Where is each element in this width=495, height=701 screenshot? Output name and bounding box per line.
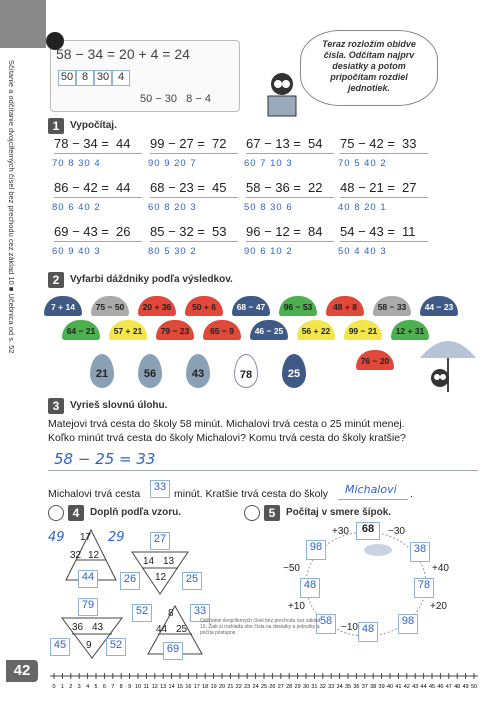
exercise-question: 78 − 34 = (54, 136, 109, 151)
exercise-question: 58 − 36 = (246, 180, 301, 195)
cycle-center: 68 (356, 522, 380, 540)
exercise-question: 86 − 42 = (54, 180, 109, 195)
ruler-label: 39 (378, 684, 385, 690)
section-1-number: 1 (48, 118, 64, 134)
exercise-decomposition: 60 8 20 3 (148, 202, 197, 213)
raindrop: 21 (90, 354, 114, 388)
umbrella-bottom: 65 − 9 (203, 320, 241, 340)
ruler-label: 32 (319, 684, 326, 690)
exercise-question: 96 − 12 = (246, 224, 301, 239)
section-2-number: 2 (48, 272, 64, 288)
diagram-4-top-mid: 8 (168, 608, 174, 619)
exercise-question: 85 − 32 = (150, 224, 205, 239)
ruler-label: 49 (462, 684, 469, 690)
exercise-answer: 84 (308, 224, 323, 239)
diagram-2-top: 27 (150, 532, 170, 550)
ruler-label: 23 (244, 684, 251, 690)
exercise-decomposition: 50 4 40 3 (338, 246, 387, 257)
ruler-label: 4 (86, 684, 90, 690)
exercise-question: 68 − 23 = (150, 180, 205, 195)
teacher-footnote: Odčítanie dvojciferných čísel bez prechodu cez základ 10. Žiak si rozkladá obe čísla na desiatky a jednotky a počíta postupne. (200, 618, 321, 636)
exercise-underline (150, 153, 238, 154)
diagram-1-mid-left: 32 (70, 550, 82, 561)
ruler-label: 6 (102, 684, 106, 690)
ruler-label: 21 (227, 684, 234, 690)
umbrella-bottom: 79 − 23 (156, 320, 194, 340)
exercise-question: 99 − 27 = (150, 136, 205, 151)
ruler-label: 18 (202, 684, 209, 690)
diagram-1-top-left: 49 (48, 530, 65, 545)
exercise-question: 67 − 13 = (246, 136, 301, 151)
ruler-label: 3 (77, 684, 81, 690)
exercise-decomposition: 40 8 20 1 (338, 202, 387, 213)
raindrop: 78 (234, 354, 258, 388)
ruler-label: 12 (151, 684, 158, 690)
ruler-label: 2 (69, 684, 73, 690)
exercise-underline (150, 197, 238, 198)
ruler-label: 14 (168, 684, 175, 690)
umbrella-top: 20 + 36 (138, 296, 176, 316)
section-4-number: 4 (68, 505, 84, 521)
ruler-label: 46 (437, 684, 444, 690)
raindrop: 43 (186, 354, 210, 388)
character-umbrella-icon (418, 330, 478, 400)
op-4: +10 (288, 601, 305, 612)
diagram-2-mid-left: 14 (143, 556, 155, 567)
ruler-label: 31 (311, 684, 318, 690)
umbrella-bottom: 64 − 21 (62, 320, 100, 340)
diagram-4-mid-left: 44 (156, 624, 168, 635)
section-2-title: Vyfarbi dáždniky podľa výsledkov. (70, 274, 233, 285)
ruler-label: 24 (252, 684, 259, 690)
diagram-2-right: 25 (182, 572, 202, 590)
ruler-label: 28 (286, 684, 293, 690)
exercise-question: 54 − 43 = (340, 224, 395, 239)
section-5-number: 5 (264, 505, 280, 521)
answer-line (48, 470, 478, 471)
ruler-label: 11 (143, 684, 150, 690)
ruler-label: 40 (386, 684, 394, 690)
diagram-4-mid-right: 25 (176, 624, 188, 635)
umbrella-top: 48 + 8 (326, 296, 364, 316)
section-5-title: Počítaj v smere šípok. (286, 507, 392, 518)
ruler-label: 34 (336, 684, 343, 690)
op-0: +30 (332, 526, 349, 537)
umbrella-bottom: 12 + 31 (391, 320, 429, 340)
diagram-3-left: 45 (50, 638, 70, 656)
exercise-decomposition: 60 9 40 3 (52, 246, 101, 257)
cycle-box-1: 38 (410, 542, 430, 562)
ruler-label: 16 (185, 684, 192, 690)
ruler-label: 7 (111, 684, 115, 690)
exercise-answer: 26 (116, 224, 131, 239)
exercise-answer: 33 (402, 136, 417, 151)
ruler-label: 33 (328, 684, 335, 690)
ruler-label: 10 (134, 684, 142, 690)
diagram-2-mid-bottom: 12 (155, 572, 167, 583)
ruler-label: 17 (193, 684, 200, 690)
exercise-underline (340, 153, 428, 154)
ruler-label: 47 (445, 684, 452, 690)
problem-line-2: Koľko minút trvá cesta do školy Michalovi? Komu trvá cesta do školy kratšie? (48, 432, 406, 444)
exercise-underline (246, 153, 334, 154)
exercise-underline (246, 197, 334, 198)
op-6: −10 (341, 622, 358, 633)
raindrop: 56 (138, 354, 162, 388)
ruler-label: 26 (269, 684, 276, 690)
example-box-1: 8 (76, 70, 94, 86)
exercise-answer: 53 (212, 224, 227, 239)
ruler-label: 5 (94, 684, 98, 690)
ruler-label: 1 (60, 684, 64, 690)
cycle-box-6: 98 (398, 614, 418, 634)
ruler-label: 25 (260, 684, 268, 690)
sidebar-caption: Sčítanie a odčítanie dvojciferných čísel bez prechodu cez základ 10 ■ Učebnica od s. 52 (7, 60, 16, 354)
diagram-2-mid-right: 13 (163, 556, 175, 567)
ruler-label: 19 (210, 684, 217, 690)
diagram-1-mid-right: 12 (88, 550, 100, 561)
exercise-answer: 11 (402, 224, 416, 239)
op-5: +20 (430, 601, 447, 612)
umbrella-top: 50 + 6 (185, 296, 223, 316)
umbrella-bottom: 99 − 21 (344, 320, 382, 340)
example-box-3: 4 (112, 70, 130, 86)
op-2: −50 (283, 563, 300, 574)
number-ruler (50, 672, 480, 692)
exercise-answer: 72 (212, 136, 227, 151)
diagram-2-left: 26 (120, 572, 140, 590)
ruler-label: 37 (361, 684, 368, 690)
ruler-label: 44 (420, 684, 427, 690)
cycle-box-2: 48 (300, 578, 320, 598)
exercise-question: 75 − 42 = (340, 136, 395, 151)
op-3: +40 (432, 563, 449, 574)
ruler-label: 29 (294, 684, 301, 690)
exercise-answer: 45 (212, 180, 227, 195)
ruler-label: 27 (277, 684, 284, 690)
example-box-0: 50 (58, 70, 76, 86)
diagram-3-top: 79 (78, 598, 98, 616)
umbrella-top: 75 − 50 (91, 296, 129, 316)
section-1-title: Vypočítaj. (70, 120, 117, 131)
umbrella-bottom: 56 + 22 (297, 320, 335, 340)
answer-text-pre: Michalovi trvá cesta (48, 488, 141, 500)
ruler-label: 13 (160, 684, 167, 690)
exercise-underline (54, 153, 142, 154)
ruler-label: 45 (428, 684, 436, 690)
exercise-decomposition: 90 9 20 7 (148, 158, 197, 169)
exercise-answer: 44 (116, 180, 131, 195)
diagram-3-mid-right: 43 (92, 622, 104, 633)
exercise-decomposition: 60 7 10 3 (244, 158, 293, 169)
exercise-underline (340, 197, 428, 198)
umbrella-top: 44 − 23 (420, 296, 458, 316)
exercise-answer: 54 (308, 136, 323, 151)
ruler-label: 9 (128, 684, 132, 690)
ruler-label: 41 (395, 684, 402, 690)
umbrella-bottom: 46 − 25 (250, 320, 288, 340)
op-1: −30 (388, 526, 405, 537)
exercise-decomposition: 50 8 30 6 (244, 202, 293, 213)
page-corner (0, 0, 46, 48)
ruler-label: 50 (470, 684, 478, 690)
ruler-label: 0 (52, 684, 56, 690)
umbrella-top: 7 + 14 (44, 296, 82, 316)
umbrella-top: 68 − 47 (232, 296, 270, 316)
exercise-underline (54, 241, 142, 242)
exercise-decomposition: 70 8 30 4 (52, 158, 101, 169)
umbrella-bottom: 76 − 20 (356, 350, 394, 370)
exercise-underline (150, 241, 238, 242)
speech-bubble: Teraz rozložím obidve čísla. Odčítam najprv desiatky a potom pripočítam rozdiel jednotiek. (300, 30, 438, 106)
diagram-3-mid-left: 36 (72, 622, 84, 633)
ruler-label: 42 (403, 684, 410, 690)
ruler-label: 36 (353, 684, 360, 690)
ruler-label: 48 (454, 684, 461, 690)
exercise-decomposition: 90 6 10 2 (244, 246, 293, 257)
pair-icon (48, 505, 64, 521)
pair-icon-5 (244, 505, 260, 521)
cycle-box-0: 98 (306, 540, 326, 560)
page-number: 42 (6, 660, 38, 682)
answer-minutes: 33 (150, 480, 170, 498)
diagram-1-top-mid: 17 (80, 532, 92, 543)
exercise-decomposition: 70 5 40 2 (338, 158, 387, 169)
diagram-4-top-right: 33 (190, 604, 210, 622)
section-4-title: Doplň podľa vzoru. (90, 507, 182, 518)
umbrella-bottom: 57 + 21 (109, 320, 147, 340)
example-box-2: 30 (94, 70, 112, 86)
exercise-answer: 22 (308, 180, 323, 195)
raindrop: 25 (282, 354, 306, 388)
exercise-question: 48 − 21 = (340, 180, 395, 195)
ruler-label: 38 (370, 684, 377, 690)
diagram-4-top-left: 52 (132, 604, 152, 622)
exercise-decomposition: 80 5 30 2 (148, 246, 197, 257)
answer-text-mid: minút. Kratšie trvá cesta do školy (174, 488, 329, 500)
answer-name-line (338, 499, 408, 500)
diagram-1-bottom: 44 (78, 570, 98, 588)
cycle-box-3: 78 (414, 578, 434, 598)
diagram-3-mid-bottom: 9 (86, 640, 92, 651)
exercise-question: 69 − 43 = (54, 224, 109, 239)
cycle-box-4: 58 (316, 614, 336, 634)
ruler-label: 43 (412, 684, 419, 690)
answer-equation: 58 − 25 = 33 (54, 450, 156, 468)
diagram-4-bottom: 69 (163, 642, 183, 660)
section-3-number: 3 (48, 398, 64, 414)
problem-line-1: Matejovi trvá cesta do školy 58 minút. Michalovi trvá cesta o 25 minút menej. (48, 418, 405, 430)
exercise-underline (340, 241, 428, 242)
umbrella-top: 96 − 53 (279, 296, 317, 316)
exercise-underline (246, 241, 334, 242)
ruler-label: 22 (235, 684, 242, 690)
cycle-box-5: 48 (358, 622, 378, 642)
ruler-label: 20 (218, 684, 226, 690)
ruler-label: 8 (119, 684, 123, 690)
ruler-label: 35 (344, 684, 352, 690)
ruler-label: 30 (302, 684, 310, 690)
exercise-decomposition: 80 6 40 2 (52, 202, 101, 213)
example-line3: 50 − 30 8 − 4 (140, 93, 211, 105)
answer-name: Michalovi (345, 483, 397, 496)
exercise-answer: 27 (402, 180, 417, 195)
exercise-underline (54, 197, 142, 198)
section-3-title: Vyrieš slovnú úlohu. (70, 400, 168, 411)
reading-character-icon (262, 70, 302, 118)
ruler-label: 15 (176, 684, 184, 690)
diagram-1-top-right: 29 (108, 530, 125, 545)
umbrella-top: 58 − 33 (373, 296, 411, 316)
example-line1: 58 − 34 = 20 + 4 = 24 (56, 46, 190, 62)
example-boxes (58, 70, 130, 86)
answer-text-end: . (410, 488, 413, 500)
diagram-3-right: 52 (106, 638, 126, 656)
exercise-answer: 44 (116, 136, 131, 151)
